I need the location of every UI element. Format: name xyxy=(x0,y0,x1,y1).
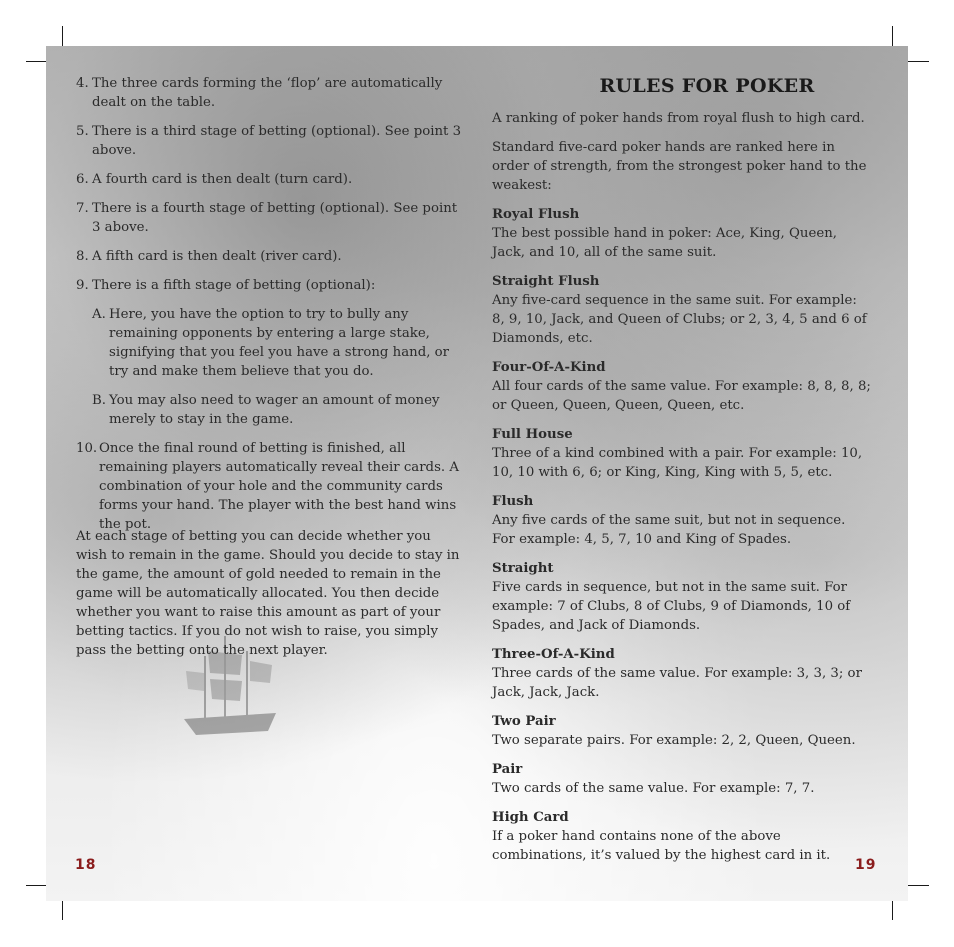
step-item: 7. There is a fourth stage of betting (optional). See point 3 above. xyxy=(76,201,458,235)
hand-royal-flush: Royal Flush The best possible hand in poker: Ace, King, Queen, Jack, and 10, all of the same suit. xyxy=(492,207,838,260)
hand-four-of-a-kind: Four-Of-A-Kind All four cards of the same value. For example: 8, 8, 8, 8; or Queen, Queen, Queen, Queen, etc. xyxy=(492,360,871,413)
hand-two-pair: Two Pair Two separate pairs. For example: 2, 2, Queen, Queen. xyxy=(492,714,856,748)
hand-straight-flush: Straight Flush Any five-card sequence in the same suit. For example: 8, 9, 10, Jack, and Queen of Clubs; or 2, 3, 4, 5 and 6 of Diamonds, etc. xyxy=(492,274,867,346)
hand-pair: Pair Two cards of the same value. For example: 7, 7. xyxy=(492,762,815,796)
step-item: 4. The three cards forming the ‘flop’ are automatically dealt on the table. xyxy=(76,76,443,110)
poker-rules-body xyxy=(492,109,872,875)
hand-straight: Straight Five cards in sequence, but not in the same suit. For example: 7 of Clubs, 8 of Clubs, 9 of Diamonds, 10 of Spades, and Jack of Diamonds. xyxy=(492,561,851,633)
hand-high-card: High Card If a poker hand contains none of the above combinations, it’s valued by the highest card in it. xyxy=(492,810,831,863)
crop-mark-br-h xyxy=(905,885,929,886)
step-item: 5. There is a third stage of betting (optional). See point 3 above. xyxy=(76,124,462,158)
step-item: 6. A fourth card is then dealt (turn card). xyxy=(76,172,353,187)
betting-paragraph: At each stage of betting you can decide whether you wish to remain in the game. Should you decide to stay in the game, the amount of gold needed to remain in the game will be automatically allocated. You then decide whether you want to raise this amount as part of your betting tactics. If you do not wish to raise, you simply pass the betting onto the next player. xyxy=(76,529,460,658)
substep-item: B. You may also need to wager an amount of money merely to stay in the game. xyxy=(92,393,440,427)
page-number-right: 19 xyxy=(855,857,877,873)
betting-steps-list xyxy=(76,74,466,544)
hand-three-of-a-kind: Three-Of-A-Kind Three cards of the same value. For example: 3, 3, 3; or Jack, Jack, Jack. xyxy=(492,647,862,700)
hand-full-house: Full House Three of a kind combined with a pair. For example: 10, 10, 10 with 6, 6; or King, King, King with 5, 5, etc. xyxy=(492,427,863,480)
hand-flush: Flush Any five cards of the same suit, but not in sequence. For example: 4, 5, 7, 10 and King of Spades. xyxy=(492,494,846,547)
left-page xyxy=(46,46,476,901)
step-item: 10. Once the final round of betting is finished, all remaining players automatically reveal their cards. A combination of your hole and the community cards forms your hand. The player with the best hand wins the pot. xyxy=(76,441,459,532)
crop-mark-tr-h xyxy=(905,61,929,62)
page-title: RULES FOR POKER xyxy=(599,75,815,97)
right-page xyxy=(477,46,908,901)
manual-spread xyxy=(46,46,908,901)
step-item: 9. There is a fifth stage of betting (optional): xyxy=(76,278,376,293)
intro-paragraph: Standard five-card poker hands are ranked here in order of strength, from the strongest poker hand to the weakest: xyxy=(492,140,867,193)
page-number-left: 18 xyxy=(75,857,97,873)
substep-item: A. Here, you have the option to try to bully any remaining opponents by entering a large stake, signifying that you feel you have a strong hand, or try and make them believe that you do. xyxy=(92,307,450,379)
intro-line: A ranking of poker hands from royal flush to high card. xyxy=(492,111,865,126)
step-item: 8. A fifth card is then dealt (river card). xyxy=(76,249,342,264)
